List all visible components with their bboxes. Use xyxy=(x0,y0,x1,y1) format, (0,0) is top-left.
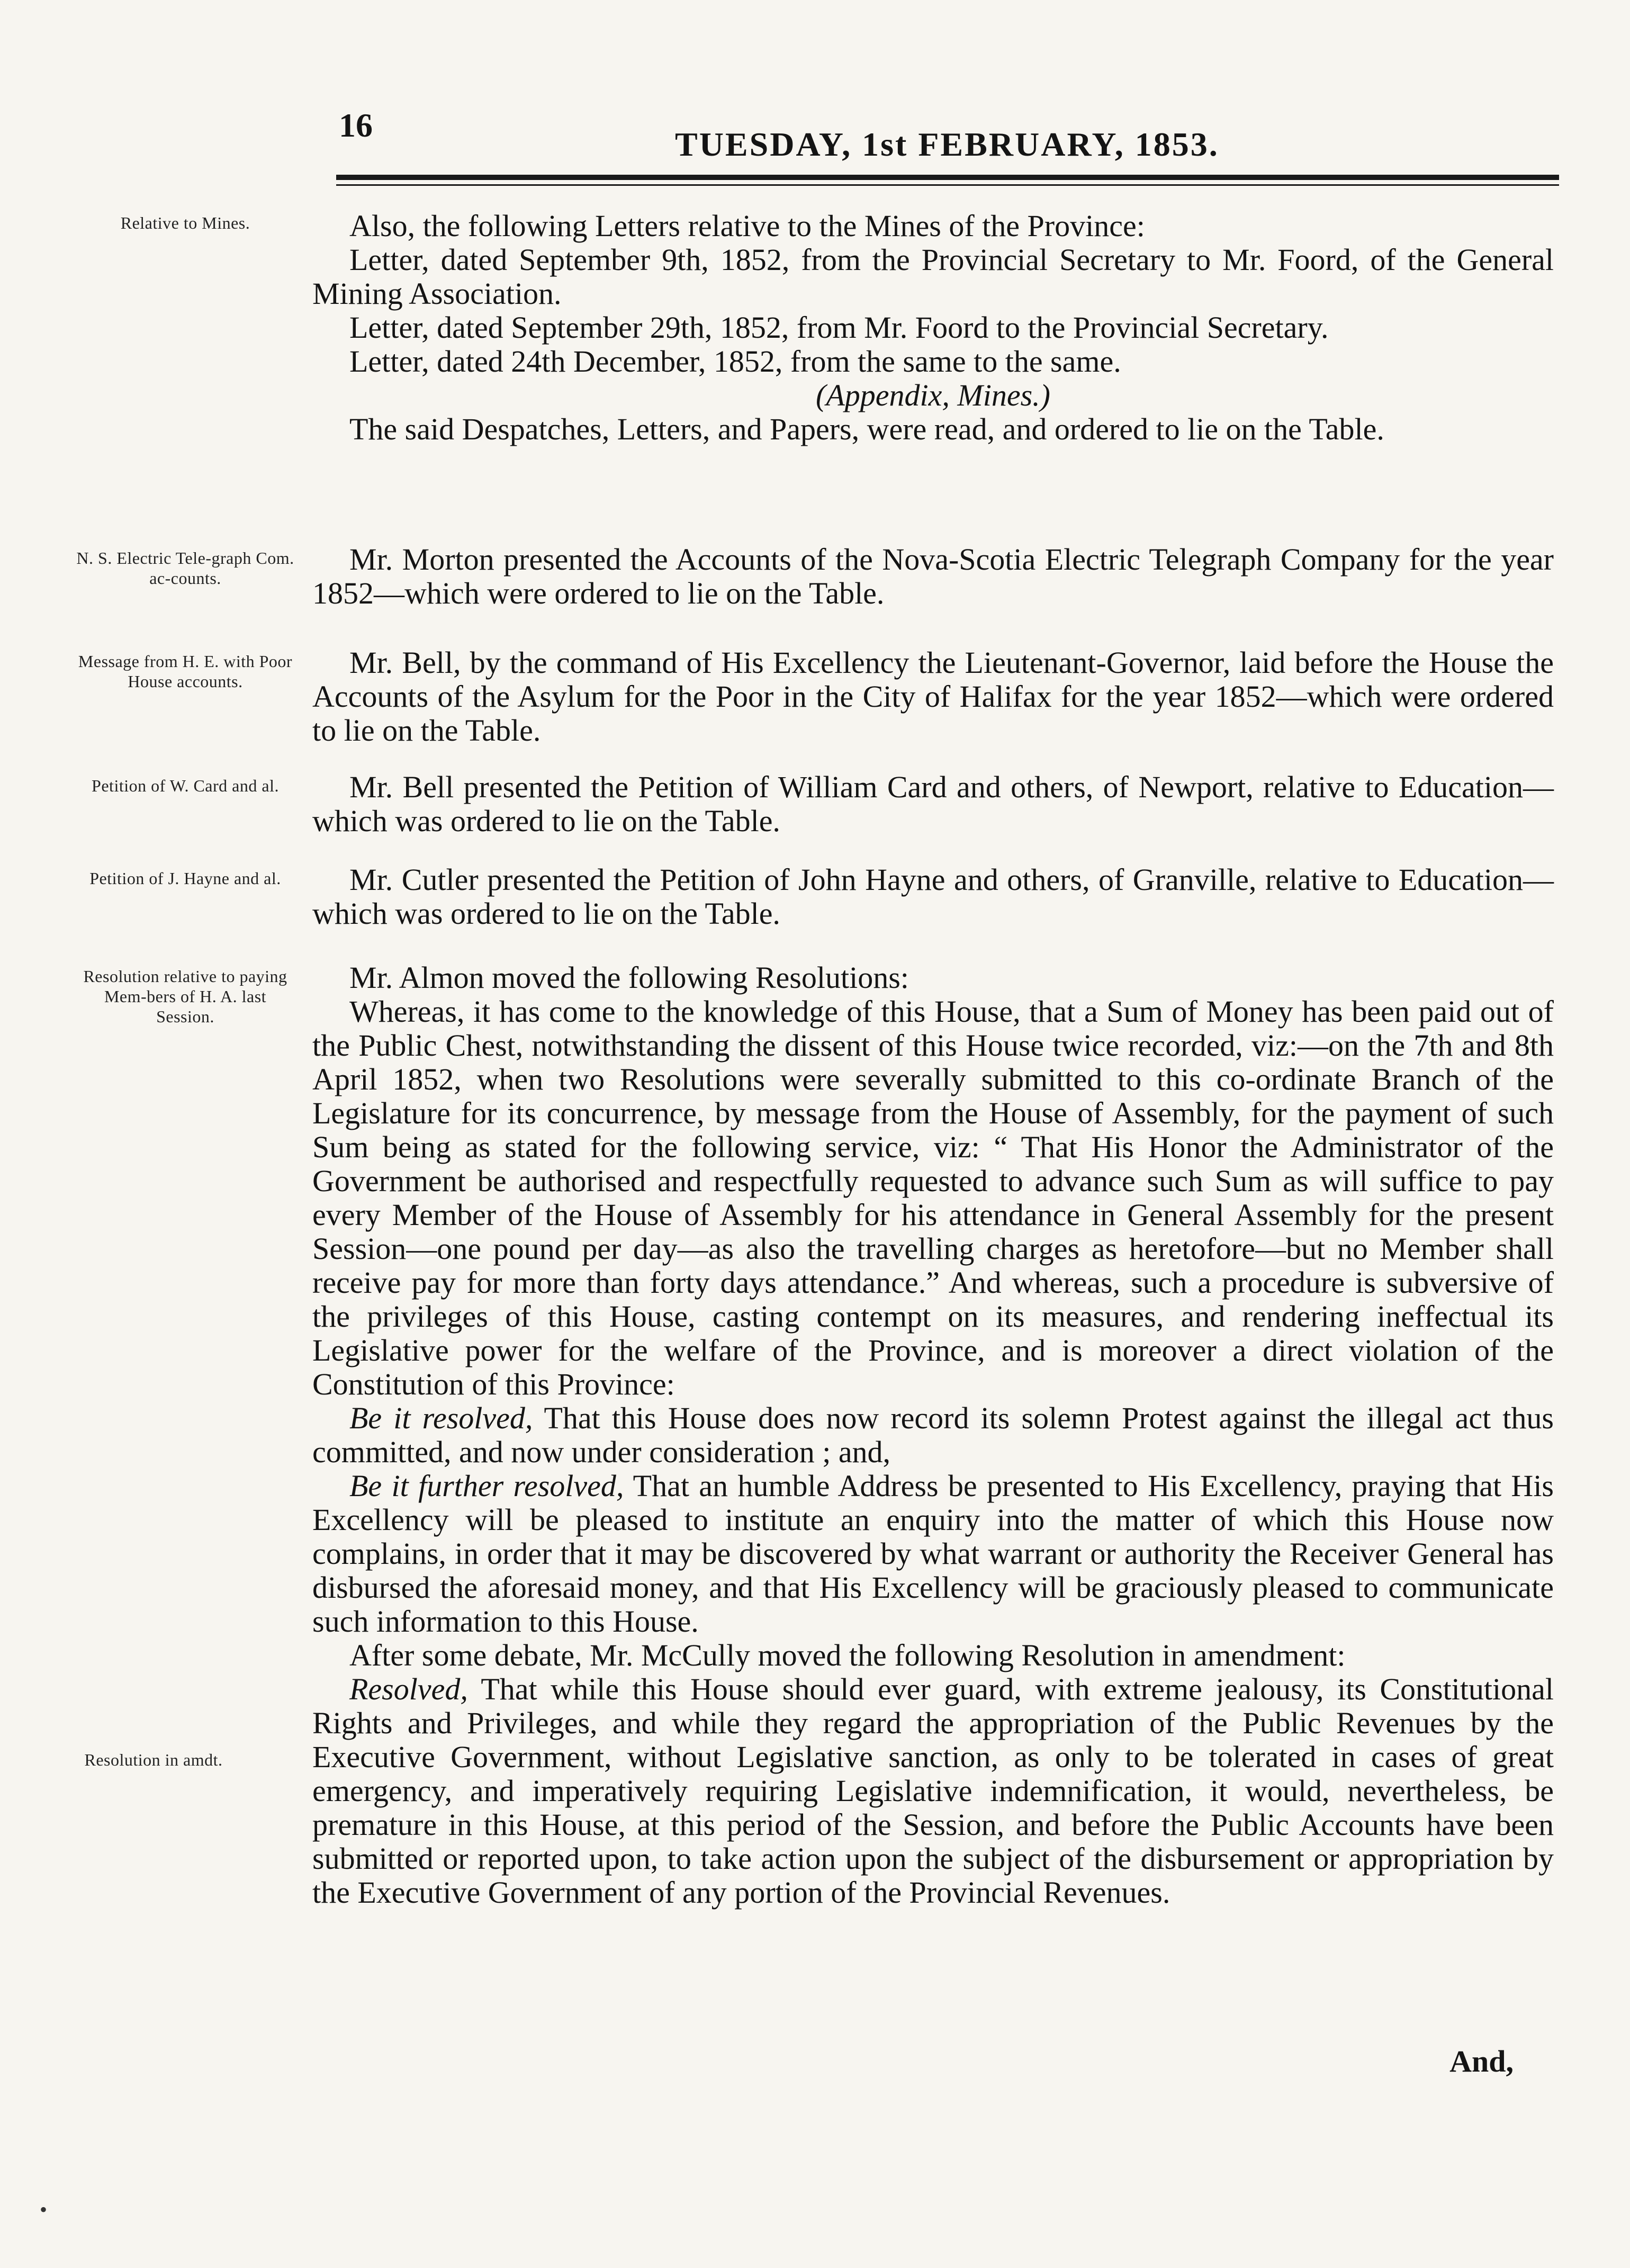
resolutions-whereas: Whereas, it has come to the knowledge of this House, that a Sum of Money has been paid out of the Public Chest, notwithstanding the dissent of this House twice recorded, viz:—on the 7th and 8th April 1852, when two Resolutions were severally submitted to this co-ordinate Branch of the Legislature for its concurrence, by message from the House of Assembly, for the payment of such Sum being as stated for the following service, viz: “ That His Honor the Administrator of the Government be authorised and respectfully requested to advance such Sum as will suffice to pay every Member of the House of Assembly for his attendance in General Assembly for the present Session—one pound per day—as also the travelling charges as heretofore—but no Member shall receive pay for more than forty days attendance.” And whereas, such a procedure is subversive of the privileges of this House, casting contempt on its measures, and rendering ineffectual its Legislative power for the welfare of the Province, and is moreover a direct violation of the Constitution of this Province: xyxy=(312,994,1554,1401)
mines-section xyxy=(312,209,1554,446)
card-petition-section xyxy=(312,770,1554,838)
hayne-petition-section xyxy=(312,863,1554,931)
mines-intro: Also, the following Letters relative to the Mines of the Province: xyxy=(349,209,1145,243)
header-rule-thin xyxy=(336,184,1559,186)
margin-note-resolution: Resolution relative to paying Mem-bers of H. A. last Session. xyxy=(83,967,287,1026)
resolution-2-text: That an humble Address be presented to His Excellency, praying that His Excellency will be pleased to institute an enquiry into the matter of which this House now complains, in order that it may be discovered by what warrant or authority the Receiver General has disbursed the aforesaid money, and that His Excellency will be graciously pleased to communicate such information to this House. xyxy=(312,1469,1554,1639)
mines-read: The said Despatches, Letters, and Papers, were read, and ordered to lie on the Table. xyxy=(349,412,1384,446)
mines-letter-2: Letter, dated September 29th, 1852, from Mr. Foord to the Provincial Secretary. xyxy=(349,310,1329,345)
margin-note-poor-house: Message from H. E. with Poor House accounts. xyxy=(78,652,293,691)
hayne-petition-text: Mr. Cutler presented the Petition of John Hayne and others, of Granville, relative to Education—which was ordered to lie on the Table. xyxy=(312,862,1554,931)
resolution-2 xyxy=(312,1469,1554,1639)
poor-house-section xyxy=(312,646,1554,748)
card-petition-text: Mr. Bell presented the Petition of William Card and others, of Newport, relative to Education—which was ordered to lie on the Table. xyxy=(312,770,1554,838)
margin-note-card-petition: Petition of W. Card and al. xyxy=(92,776,279,795)
margin-note-telegraph: N. S. Electric Tele-graph Com. ac-counts. xyxy=(76,548,294,588)
amendment-resolution xyxy=(312,1672,1554,1910)
catchword: And, xyxy=(1449,2044,1514,2078)
telegraph-text: Mr. Morton presented the Accounts of the Nova-Scotia Electric Telegraph Company for the year 1852—which were ordered to lie on the Table. xyxy=(312,542,1554,610)
page-title: TUESDAY, 1st FEBRUARY, 1853. xyxy=(675,125,1219,163)
resolutions-section xyxy=(312,961,1554,1910)
resolutions-intro: Mr. Almon moved the following Resolutions: xyxy=(349,960,909,995)
margin-note-amendment: Resolution in amdt. xyxy=(84,1750,223,1769)
print-mark: • xyxy=(40,2198,48,2221)
resolution-1 xyxy=(312,1401,1554,1469)
mines-letter-3: Letter, dated 24th December, 1852, from the same to the same. xyxy=(349,344,1121,379)
mines-letter-1: Letter, dated September 9th, 1852, from the Provincial Secretary to Mr. Foord, of the General Mining Association. xyxy=(312,242,1554,311)
header-rule-thick xyxy=(336,175,1559,180)
resolution-1-lead: Be it resolved, xyxy=(349,1401,533,1435)
appendix-note: (Appendix, Mines.) xyxy=(816,378,1050,412)
amendment-lead: Resolved, xyxy=(349,1672,468,1706)
telegraph-section xyxy=(312,543,1554,610)
poor-house-text: Mr. Bell, by the command of His Excellency the Lieutenant-Governor, laid before the House the Accounts of the Asylum for the Poor in the City of Halifax for the year 1852—which were ordered to lie on the Table. xyxy=(312,645,1554,748)
page-number: 16 xyxy=(339,106,373,144)
amendment-intro: After some debate, Mr. McCully moved the following Resolution in amendment: xyxy=(349,1638,1346,1672)
margin-note-hayne-petition: Petition of J. Hayne and al. xyxy=(89,869,281,888)
resolution-1-text: That this House does now record its solemn Protest against the illegal act thus committed, and now under consideration ; and, xyxy=(312,1401,1554,1469)
margin-note-mines: Relative to Mines. xyxy=(120,213,250,232)
resolution-2-lead: Be it further resolved, xyxy=(349,1469,624,1503)
amendment-text: That while this House should ever guard, with extreme jealousy, its Constitutional Rights and Privileges, and while they regard the appropriation of the Public Revenues by the Executive Government, without Legislative sanction, as only to be tolerated in cases of great emergency, and imperatively requiring Legislative indemnification, it would, nevertheless, be premature in this House, at this period of the Session, and before the Public Accounts have been submitted or reported upon, to take action upon the subject of the disbursement or appropriation by the Executive Government of any portion of the Provincial Revenues. xyxy=(312,1672,1554,1910)
